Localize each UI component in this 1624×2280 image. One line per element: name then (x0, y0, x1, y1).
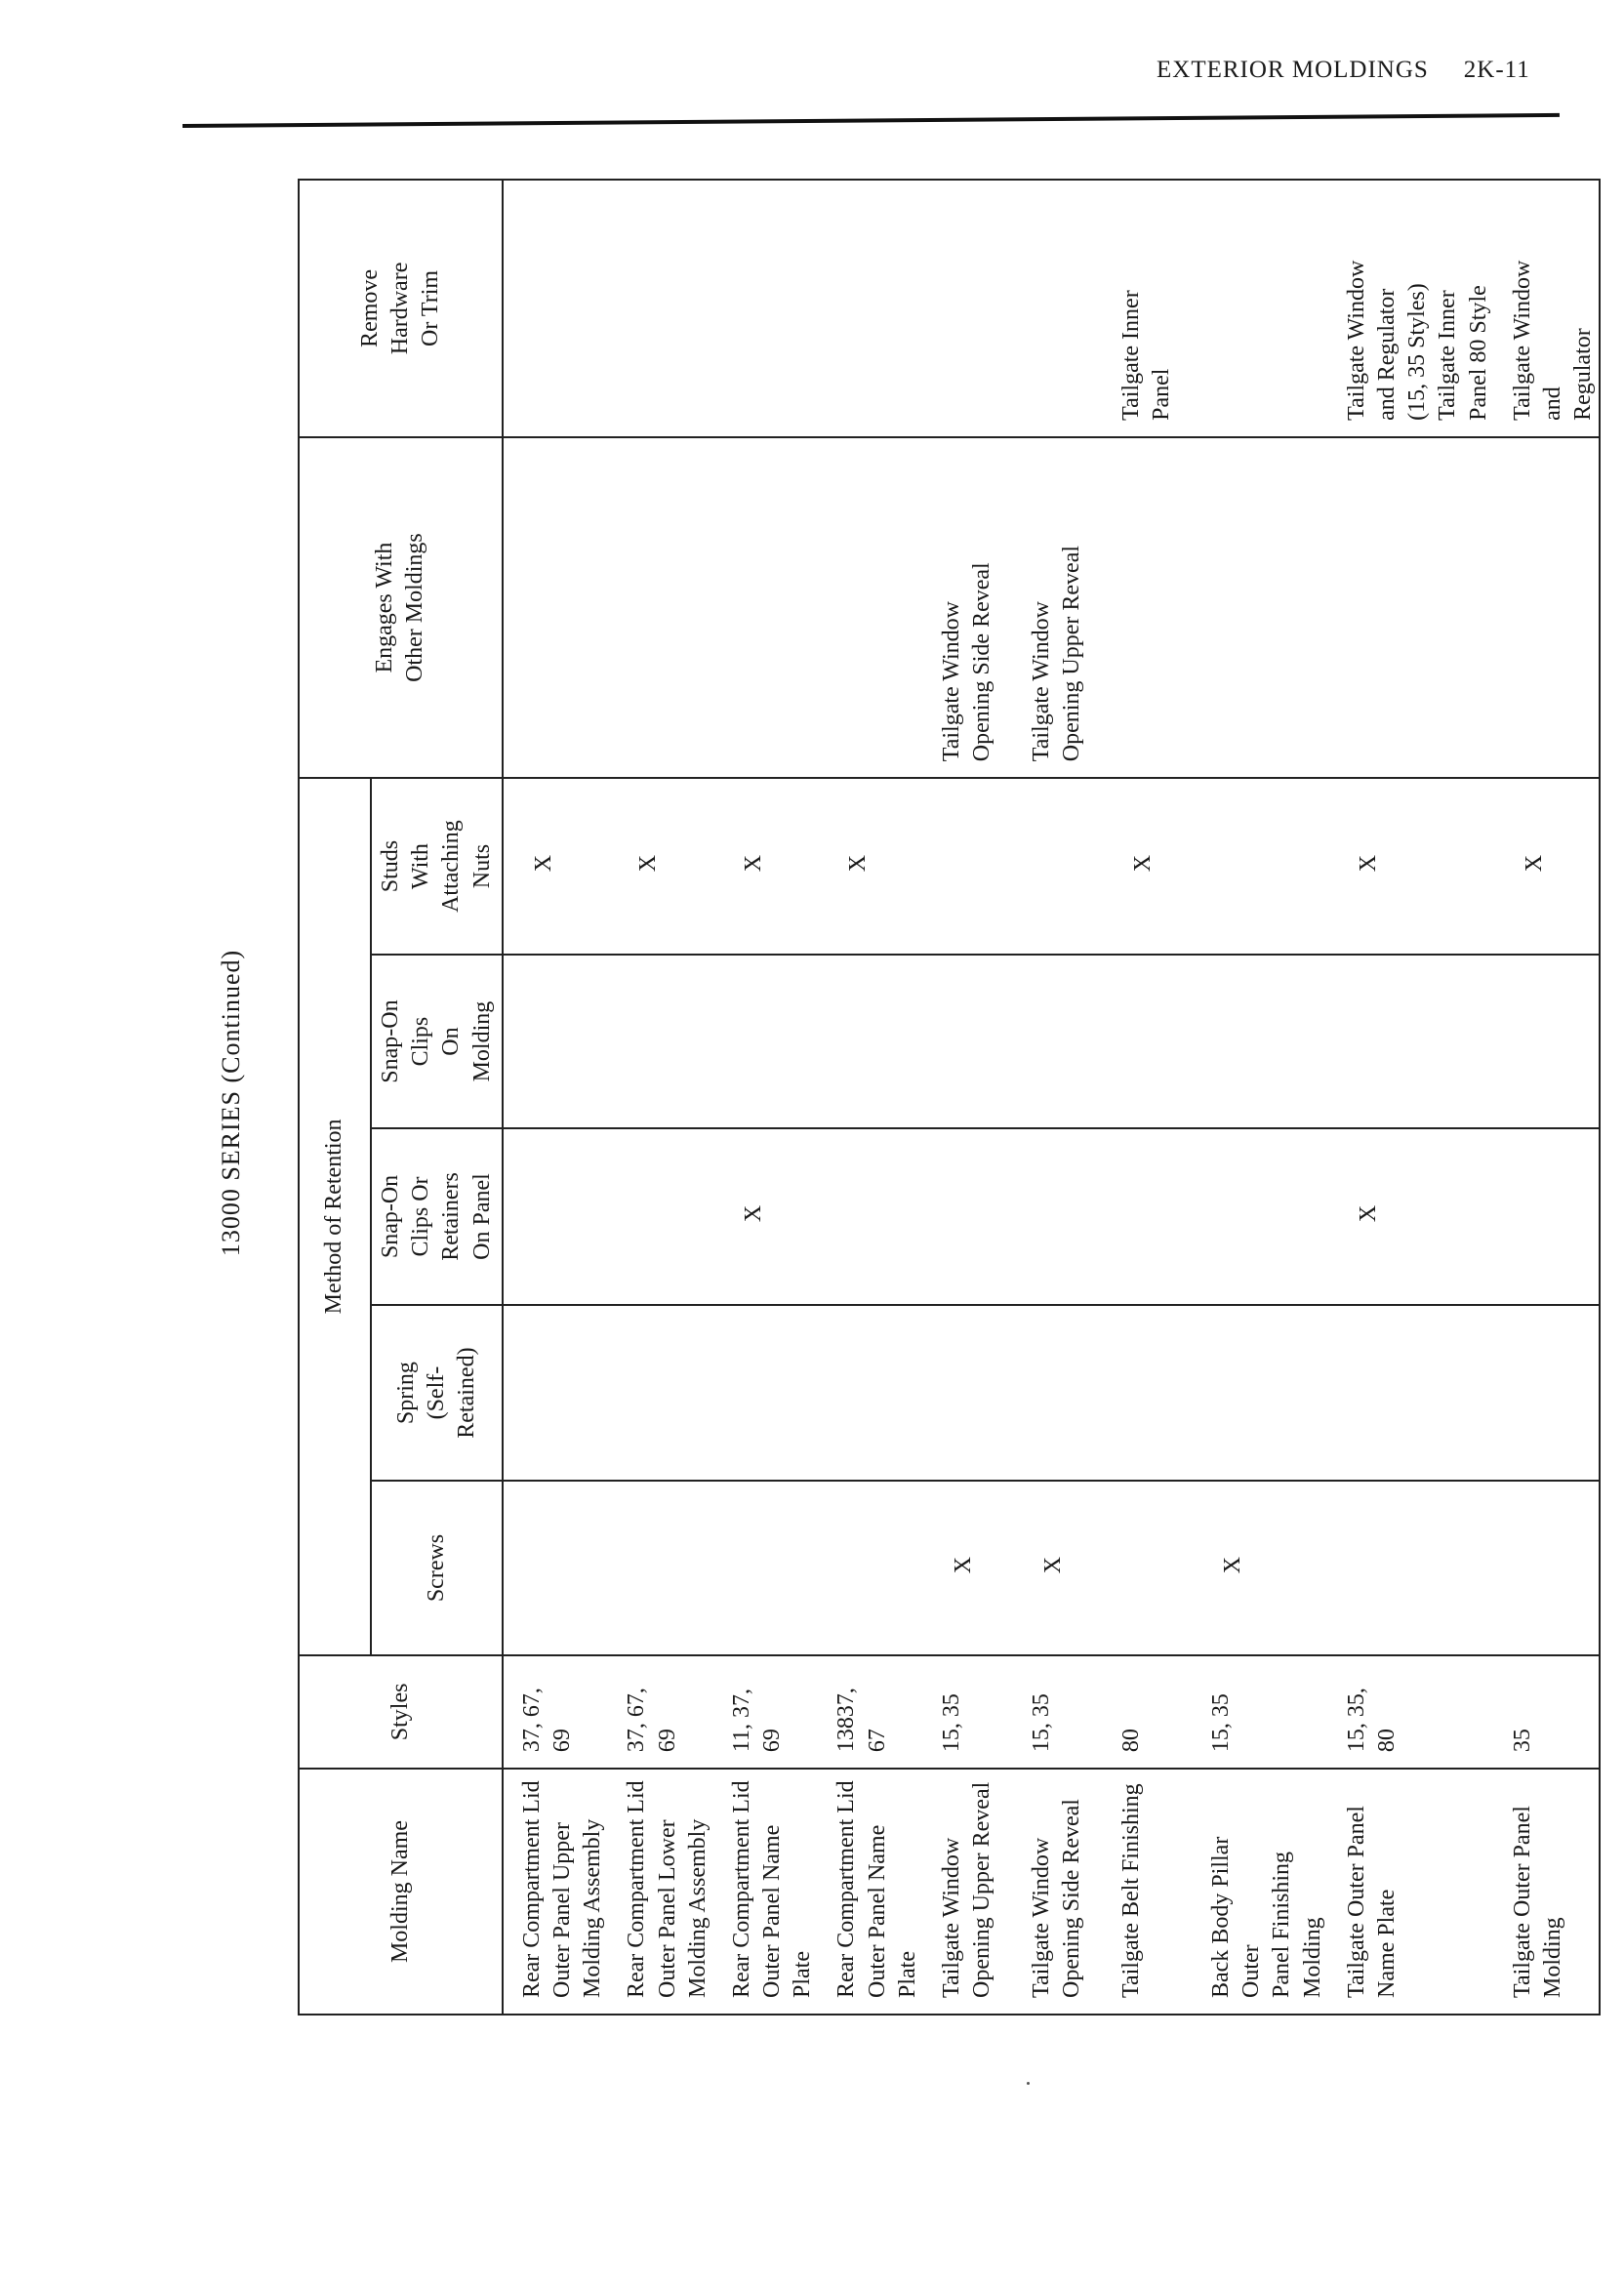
snap-panel-cell: X (713, 1128, 819, 1305)
snap-molding-cell (1193, 955, 1328, 1128)
molding-name-line: Rear Compartment Lid (624, 1780, 650, 1998)
snap-molding-cell (818, 955, 923, 1128)
engages-cell (1494, 437, 1601, 778)
snap-molding-cell (503, 955, 609, 1128)
remove-hardware-cell (1013, 180, 1103, 437)
snap-molding-cell (713, 955, 819, 1128)
table-row (1328, 180, 1494, 2015)
remove-hardware-cell-line: Tailgate Window (1343, 260, 1369, 421)
remove-hardware-cell-line: Regulator (1570, 328, 1597, 421)
col-studs (371, 778, 503, 955)
snap-molding-line: Clips (408, 1016, 434, 1067)
studs-cell (923, 778, 1013, 955)
table-row (923, 180, 1013, 2015)
styles-cell: 15, 35 (1193, 1655, 1328, 1769)
molding-name-line: Tailgate Outer Panel (1509, 1806, 1535, 1998)
snap-molding-cell (1328, 955, 1494, 1128)
studs-cell: X (1103, 778, 1193, 955)
molding-name-line: Tailgate Belt Finishing (1118, 1783, 1144, 1998)
styles-cell: 15, 35 (923, 1655, 1013, 1769)
styles-cell: 15, 35 (1013, 1655, 1103, 1769)
snap-molding-cell (923, 955, 1013, 1128)
table-row (818, 180, 923, 2015)
screws-cell (503, 1481, 609, 1654)
screws-cell (608, 1481, 713, 1654)
remove-hardware-cell-line: Tailgate Inner (1435, 290, 1461, 421)
page-speck (1027, 2082, 1030, 2085)
engages-cell (1103, 437, 1193, 778)
molding-name-cell (1013, 1769, 1103, 2015)
remove-hardware-cell-line: Panel 80 Style (1465, 285, 1491, 421)
studs-line: Attaching (438, 820, 465, 913)
styles-cell: 35 (1494, 1655, 1601, 1769)
spring-cell (1328, 1305, 1494, 1482)
molding-name-cell (1328, 1769, 1494, 2015)
studs-cell: X (713, 778, 819, 955)
col-snap-on-panel (371, 1128, 503, 1305)
table-row (1193, 180, 1328, 2015)
screws-cell (713, 1481, 819, 1654)
studs-cell: X (1494, 778, 1601, 955)
molding-name-line: Opening Side Reveal (1059, 1799, 1085, 1998)
snap-panel-cell (503, 1128, 609, 1305)
snap-panel-cell (1103, 1128, 1193, 1305)
spring-line: Retained) (453, 1347, 479, 1439)
engages-cell-line: Tailgate Window (939, 601, 964, 762)
snap-panel-cell (818, 1128, 923, 1305)
engages-cell (503, 437, 609, 778)
molding-name-line: Rear Compartment Lid (833, 1780, 860, 1998)
screws-cell (1103, 1481, 1193, 1654)
molding-name-cell (923, 1769, 1013, 2015)
table-body (503, 180, 1601, 2015)
snap-panel-cell (1013, 1128, 1103, 1305)
snap-panel-cell (608, 1128, 713, 1305)
studs-cell: X (1328, 778, 1494, 955)
remove-line: Remove (356, 268, 383, 347)
spring-cell (818, 1305, 923, 1482)
spring-cell (503, 1305, 609, 1482)
spring-cell (1193, 1305, 1328, 1482)
engages-cell-line: Tailgate Window (1029, 601, 1054, 762)
engages-cell (923, 437, 1013, 778)
head-row-1 (299, 180, 371, 2015)
spring-cell (1494, 1305, 1601, 1482)
styles-cell: 13837, 67 (818, 1655, 923, 1769)
snap-panel-cell (923, 1128, 1013, 1305)
spring-cell (1103, 1305, 1193, 1482)
molding-name-cell (503, 1769, 609, 2015)
molding-name-line: Name Plate (1373, 1889, 1400, 1998)
studs-cell (1193, 778, 1328, 955)
engages-line: Other Moldings (402, 533, 428, 682)
engages-cell (1328, 437, 1494, 778)
col-snap-on-molding (371, 955, 503, 1128)
col-engages (299, 437, 503, 778)
snap-panel-line: Clips Or (408, 1176, 434, 1257)
molding-name-line: Tailgate Outer Panel (1343, 1806, 1369, 1998)
col-remove-hardware (299, 180, 503, 437)
remove-line: Or Trim (417, 269, 443, 346)
snap-molding-cell (1013, 955, 1103, 1128)
molding-name-line: Molding Assembly (580, 1818, 606, 1998)
styles-cell: 11, 37, 69 (713, 1655, 819, 1769)
molding-name-cell (1494, 1769, 1601, 2015)
remove-hardware-cell-line: and Regulator (1373, 288, 1400, 421)
remove-hardware-cell (1328, 180, 1494, 437)
studs-line: Nuts (468, 843, 495, 889)
caption-text: 13000 SERIES (Continued) (217, 949, 245, 1257)
col-molding-name: Molding Name (299, 1769, 503, 2015)
molding-name-cell (1193, 1769, 1328, 2015)
header-rule (183, 113, 1560, 128)
molding-name-cell (713, 1769, 819, 2015)
molding-name-line: Panel Finishing Molding (1269, 1851, 1325, 1998)
engages-cell-line: Opening Side Reveal (969, 562, 995, 762)
engages-line: Engages With (372, 542, 398, 673)
table-row (1494, 180, 1601, 2015)
spring-cell (923, 1305, 1013, 1482)
styles-cell: 15, 35, 80 (1328, 1655, 1494, 1769)
engages-cell-line: Opening Upper Reveal (1059, 545, 1085, 762)
molding-name-cell (608, 1769, 713, 2015)
remove-hardware-cell-line: Tailgate Inner (1118, 290, 1144, 421)
studs-cell (1013, 778, 1103, 955)
styles-cell: 80 (1103, 1655, 1193, 1769)
remove-hardware-cell (713, 180, 819, 437)
snap-panel-line: On Panel (468, 1173, 495, 1260)
molding-name-line: Molding (1539, 1917, 1565, 1998)
remove-hardware-cell-line: Panel (1149, 368, 1175, 421)
studs-cell: X (608, 778, 713, 955)
molding-name-line: Rear Compartment Lid (518, 1780, 545, 1998)
molding-name-line: Outer Panel Lower (654, 1819, 680, 1998)
screws-cell (1494, 1481, 1601, 1654)
screws-cell (818, 1481, 923, 1654)
molding-name-line: Outer Panel Upper (548, 1822, 575, 1998)
table-holder (298, 179, 1597, 2015)
snap-panel-line: Retainers (438, 1172, 465, 1261)
col-spring (371, 1305, 503, 1482)
remove-hardware-cell (1494, 180, 1601, 437)
snap-molding-line: On (438, 1027, 465, 1056)
page-header (1157, 57, 1530, 84)
molding-name-line: Rear Compartment Lid (728, 1780, 754, 1998)
studs-cell: X (503, 778, 609, 955)
molding-name-cell (818, 1769, 923, 2015)
styles-cell: 37, 67, 69 (608, 1655, 713, 1769)
remove-hardware-cell (1193, 180, 1328, 437)
spring-cell (1013, 1305, 1103, 1482)
engages-cell (608, 437, 713, 778)
molding-name-line: Molding Assembly (684, 1818, 710, 1998)
remove-hardware-cell (608, 180, 713, 437)
rotated-table (298, 179, 1597, 2015)
engages-cell (1193, 437, 1328, 778)
styles-cell: 37, 67, 69 (503, 1655, 609, 1769)
molding-name-line: Back Body Pillar Outer (1208, 1836, 1265, 1998)
col-method-of-retention: Method of Retention (299, 778, 371, 1654)
studs-line: With (408, 843, 434, 890)
table-row (1013, 180, 1103, 2015)
snap-panel-cell: X (1328, 1128, 1494, 1305)
molding-name-line: Opening Upper Reveal (969, 1781, 995, 1998)
snap-panel-cell (1193, 1128, 1328, 1305)
remove-hardware-cell-line: Tailgate Window (1509, 260, 1535, 421)
snap-molding-line: Molding (468, 1000, 495, 1082)
snap-molding-line: Snap-On (378, 999, 403, 1083)
table-row (503, 180, 609, 2015)
spring-line: Spring (392, 1362, 419, 1425)
col-screws: Screws (371, 1481, 503, 1654)
col-styles: Styles (299, 1655, 503, 1769)
molding-name-line: Outer Panel Name Plate (759, 1824, 816, 1998)
screws-cell: X (923, 1481, 1013, 1654)
molding-name-line: Tailgate Window (1029, 1837, 1054, 1998)
screws-cell: X (1193, 1481, 1328, 1654)
retention-table (298, 179, 1601, 2015)
remove-hardware-cell-line: and (1539, 387, 1565, 421)
remove-hardware-cell-line: (15, 35 Styles) (1404, 283, 1431, 421)
remove-hardware-cell (923, 180, 1013, 437)
snap-molding-cell (1103, 955, 1193, 1128)
snap-molding-cell (608, 955, 713, 1128)
table-row (713, 180, 819, 2015)
remove-hardware-cell (818, 180, 923, 437)
snap-panel-cell (1494, 1128, 1601, 1305)
molding-name-cell (1103, 1769, 1193, 2015)
remove-hardware-cell (1103, 180, 1193, 437)
section-title: EXTERIOR MOLDINGS (1157, 57, 1429, 83)
spring-cell (608, 1305, 713, 1482)
molding-name-line: Outer Panel Name Plate (864, 1824, 920, 1998)
engages-cell (713, 437, 819, 778)
snap-molding-cell (1494, 955, 1601, 1128)
spring-cell (713, 1305, 819, 1482)
engages-cell (1013, 437, 1103, 778)
molding-name-line: Tailgate Window (939, 1837, 964, 1998)
spring-line: (Self- (423, 1365, 449, 1420)
screws-cell (1328, 1481, 1494, 1654)
page-number: 2K-11 (1463, 57, 1530, 83)
snap-panel-line: Snap-On (378, 1174, 403, 1259)
studs-cell: X (818, 778, 923, 955)
engages-cell (818, 437, 923, 778)
remove-line: Hardware (386, 262, 413, 355)
table-row (1103, 180, 1193, 2015)
remove-hardware-cell (503, 180, 609, 437)
table-head (299, 180, 503, 2015)
studs-line: Studs (378, 839, 403, 893)
screws-cell: X (1013, 1481, 1103, 1654)
table-row (608, 180, 713, 2015)
